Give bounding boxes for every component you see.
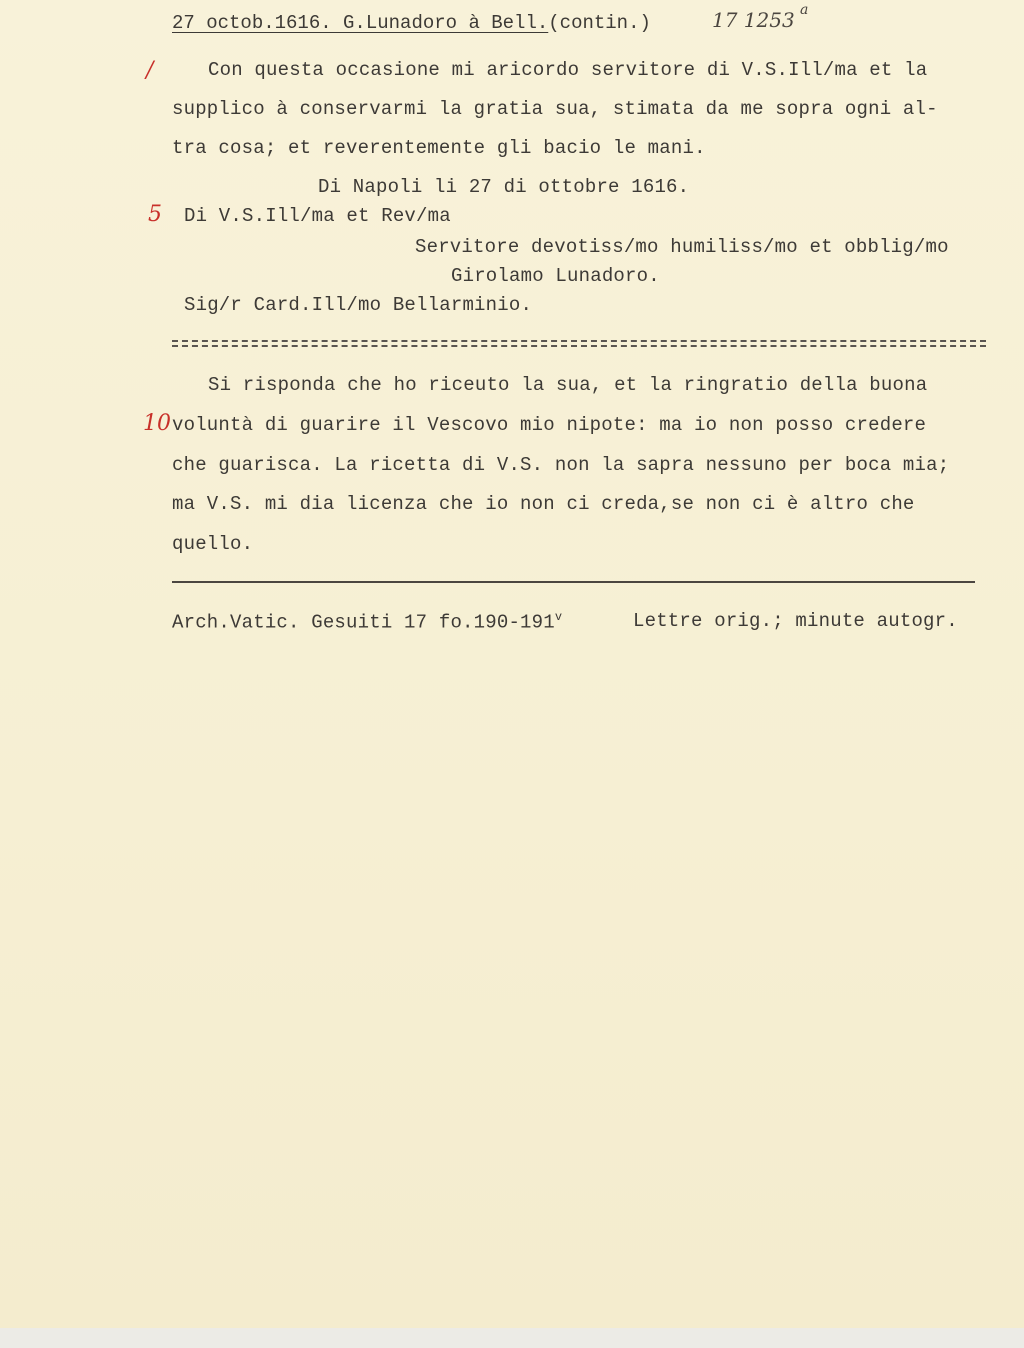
letter-line-3: tra cosa; et reverentemente gli bacio le mani. <box>172 137 706 159</box>
margin-line-number-5: 5 <box>148 202 162 227</box>
letter-salutation: Di V.S.Ill/ma et Rev/ma <box>184 205 451 227</box>
handwritten-folio-sup: a <box>800 2 809 18</box>
letter-line-1: Con questa occasione mi aricordo servitore di V.S.Ill/ma et la <box>208 59 928 81</box>
header-date-author: 27 octob.1616. G.Lunadoro à Bell. <box>172 12 549 34</box>
reply-line-3: che guarisca. La ricetta di V.S. non la sapra nessuno per boca mia; <box>172 454 950 476</box>
reply-line-2: voluntà di guarire il Vescovo mio nipote: ma io non posso credere <box>172 414 927 436</box>
letter-dateline: Di Napoli li 27 di ottobre 1616. <box>318 176 690 198</box>
section-divider-single <box>172 581 975 583</box>
header-contin: (contin.) <box>548 12 651 34</box>
section-divider-double <box>172 340 986 347</box>
scan-bottom-edge <box>0 1328 1024 1348</box>
reply-line-1: Si risponda che ho riceuto la sua, et la ringratio della buona <box>208 374 928 396</box>
footer-source-text: Arch.Vatic. Gesuiti 17 fo.190-191 <box>172 611 555 634</box>
letter-line-2: supplico à conservarmi la gratia sua, stimata da me sopra ogni al- <box>172 98 938 120</box>
reply-line-5: quello. <box>172 533 254 555</box>
letter-addressee: Sig/r Card.Ill/mo Bellarminio. <box>184 294 533 316</box>
footer-source <box>172 610 562 633</box>
handwritten-folio-ref: 17 1253 <box>712 8 795 32</box>
reply-line-4: ma V.S. mi dia licenza che io non ci creda,se non ci è altro che <box>172 493 915 515</box>
footer-source-sup: v <box>554 610 563 624</box>
page-header <box>172 12 651 34</box>
letter-signature: Girolamo Lunadoro. <box>451 265 660 287</box>
margin-line-number-10: 10 <box>143 411 171 436</box>
margin-line-number-1: / <box>146 58 154 83</box>
letter-closing: Servitore devotiss/mo humiliss/mo et obblig/mo <box>415 236 949 258</box>
footer-note: Lettre orig.; minute autogr. <box>633 610 958 632</box>
